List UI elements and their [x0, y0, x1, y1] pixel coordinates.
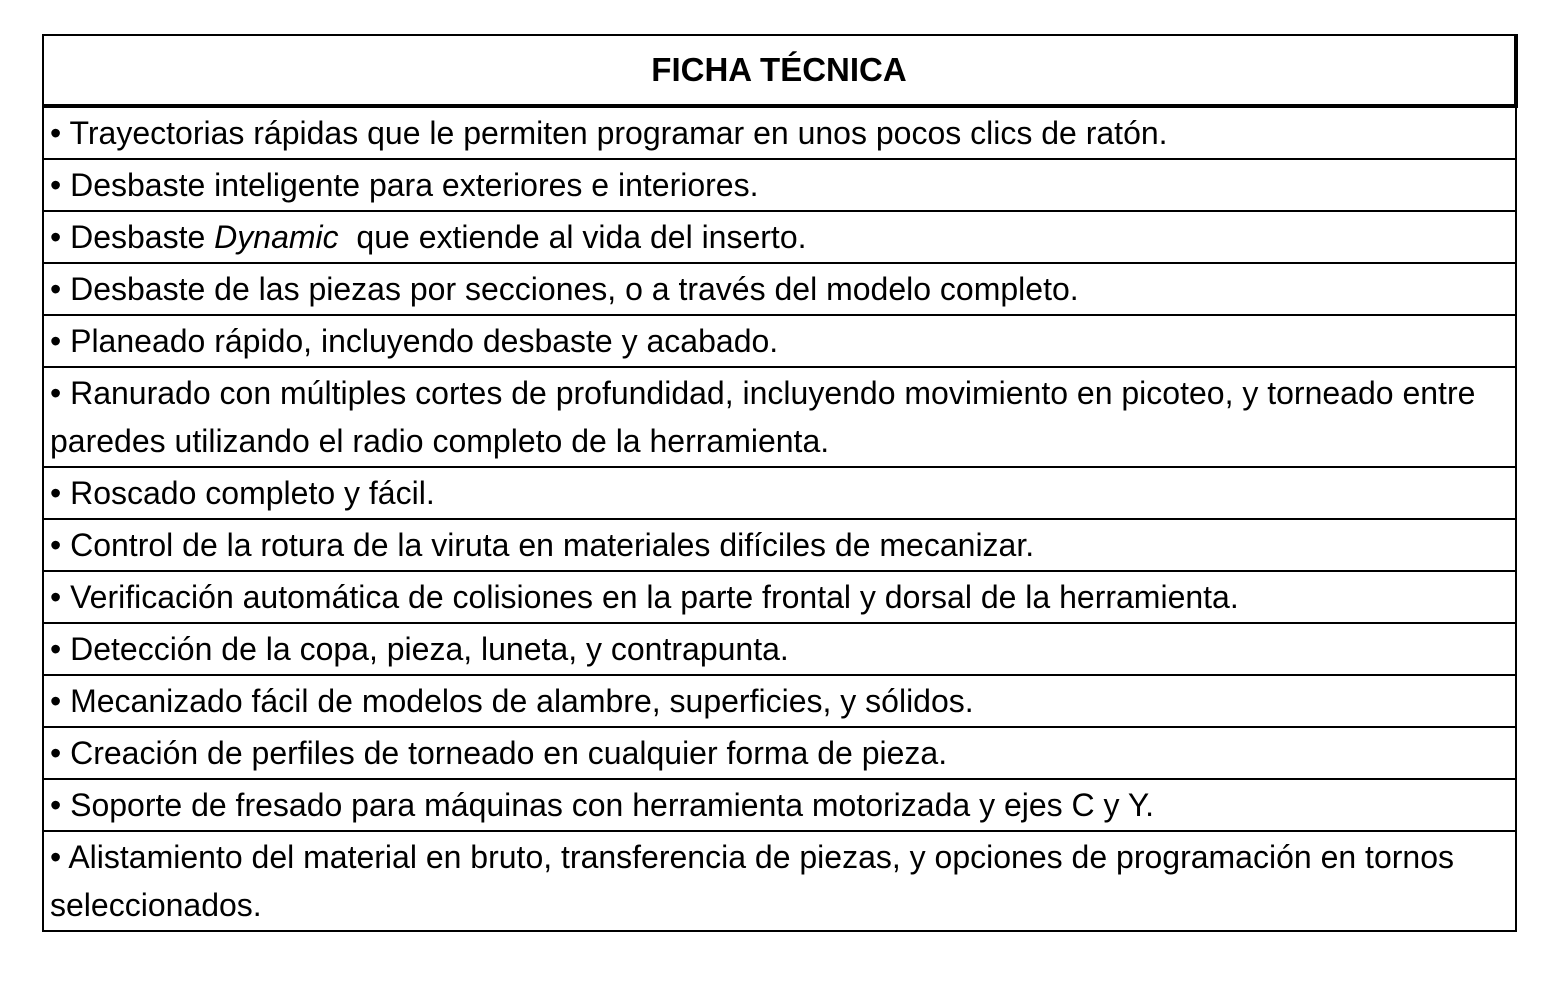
- feature-item-11: • Mecanizado fácil de modelos de alambre, superficies, y sólidos.: [43, 675, 1516, 727]
- table-row: [43, 263, 1516, 315]
- table-header-row: [43, 35, 1516, 106]
- feature-item-1: • Trayectorias rápidas que le permiten programar en unos pocos clics de ratón.: [43, 106, 1516, 159]
- feature-item-4: • Desbaste de las piezas por secciones, o a través del modelo completo.: [43, 263, 1516, 315]
- feature-item-12: • Creación de perfiles de torneado en cualquier forma de pieza.: [43, 727, 1516, 779]
- table-row: [43, 467, 1516, 519]
- table-row: [43, 727, 1516, 779]
- feature-item-3-italic: Dynamic: [214, 219, 339, 255]
- ficha-tecnica-table: [42, 34, 1518, 932]
- table-row: [43, 367, 1516, 467]
- feature-item-2: • Desbaste inteligente para exteriores e interiores.: [43, 159, 1516, 211]
- feature-item-6: • Ranurado con múltiples cortes de profundidad, incluyendo movimiento en picoteo, y torneado entre paredes utilizando el radio completo de la herramienta.: [43, 367, 1516, 467]
- feature-item-10: • Detección de la copa, pieza, luneta, y contrapunta.: [43, 623, 1516, 675]
- feature-item-3-post: que extiende al vida del inserto.: [338, 219, 807, 255]
- feature-item-13: • Soporte de fresado para máquinas con herramienta motorizada y ejes C y Y.: [43, 779, 1516, 831]
- table-row: [43, 315, 1516, 367]
- table-row: [43, 159, 1516, 211]
- feature-item-7: • Roscado completo y fácil.: [43, 467, 1516, 519]
- table-title: FICHA TÉCNICA: [43, 35, 1516, 106]
- feature-item-5: • Planeado rápido, incluyendo desbaste y acabado.: [43, 315, 1516, 367]
- table-row: [43, 779, 1516, 831]
- table-row: [43, 519, 1516, 571]
- ficha-tecnica-sheet: [42, 34, 1518, 932]
- table-row: [43, 106, 1516, 159]
- feature-item-9: • Verificación automática de colisiones en la parte frontal y dorsal de la herramienta.: [43, 571, 1516, 623]
- table-row: [43, 211, 1516, 263]
- table-row: [43, 675, 1516, 727]
- feature-item-14: • Alistamiento del material en bruto, transferencia de piezas, y opciones de programación en tornos seleccionados.: [43, 831, 1516, 931]
- feature-item-3-pre: • Desbaste: [50, 219, 215, 255]
- feature-item-3: [43, 211, 1516, 263]
- table-row: [43, 623, 1516, 675]
- feature-item-8: • Control de la rotura de la viruta en materiales difíciles de mecanizar.: [43, 519, 1516, 571]
- table-row: [43, 571, 1516, 623]
- table-row: [43, 831, 1516, 931]
